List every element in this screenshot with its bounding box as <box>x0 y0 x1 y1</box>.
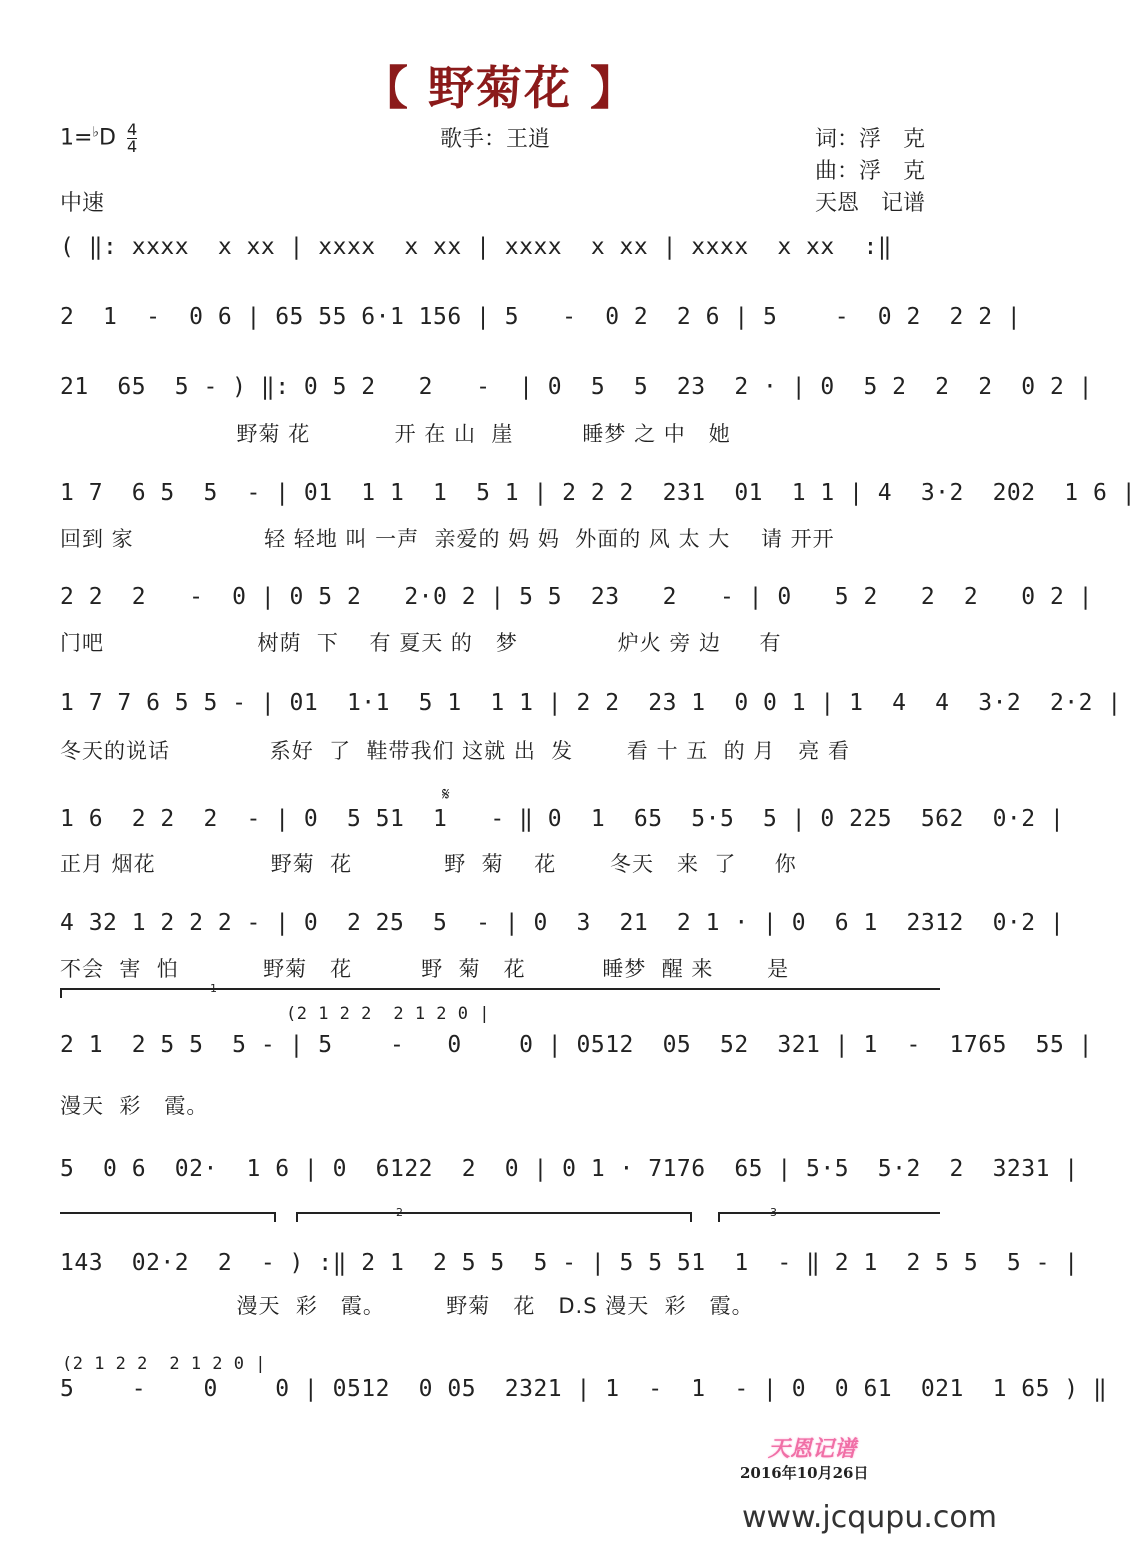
score-row-9: 2 1 2 5 5 5 - | 5 - 0 0 | 0512 05 52 321 | 1 - 1765 55 | <box>60 1032 1093 1058</box>
volta-1-end <box>274 1212 276 1222</box>
flat-icon: ♭ <box>92 124 100 141</box>
score-row-2: 2 1 - 0 6 | 65 55 6·1 156 | 5 - 0 2 2 6 | 5 - 0 2 2 2 | <box>60 304 1022 330</box>
page-title: 【 野菊花 】 <box>361 61 639 115</box>
volta-1-number: 1 <box>210 982 217 995</box>
score-row-3: 21 65 5 - ) ‖: 0 5 2 2 - | 0 5 5 23 2 · | 0 5 2 2 2 0 2 | <box>60 374 1093 400</box>
transcription-date: 2016年10月26日 <box>740 1464 869 1482</box>
ornament-row-9: (2 1 2 2 2 1 2 0 | <box>286 1004 490 1024</box>
lyric-line-11: 漫天 彩 霞。 野菊 花 D.S 漫天 彩 霞。 <box>60 1294 754 1318</box>
score-row-12: 5 - 0 0 | 0512 0 05 2321 | 1 - 1 - | 0 0 61 021 1 65 ) ‖ <box>60 1376 1108 1402</box>
volta-3-start <box>718 1212 720 1222</box>
key-prefix: 1= <box>60 125 93 151</box>
score-row-5: 2 2 2 - 0 | 0 5 2 2·0 2 | 5 5 23 2 - | 0 5 2 2 2 0 2 | <box>60 584 1093 610</box>
score-row-8: 4 32 1 2 2 2 - | 0 2 25 5 - | 0 3 21 2 1 · | 0 6 1 2312 0·2 | <box>60 910 1065 936</box>
ornament-row-12: (2 1 2 2 2 1 2 0 | <box>62 1354 266 1374</box>
lyric-line-8: 不会 害 怕 野菊 花 野 菊 花 睡梦 醒 来 是 <box>60 957 790 981</box>
time-top: 4 <box>127 120 138 139</box>
lyric-line-4: 回到 家 轻 轻地 叫 一声 亲爱的 妈 妈 外面的 风 太 大 请 开开 <box>60 527 835 551</box>
volta-2-number: 2 <box>396 1206 403 1219</box>
lyric-line-5: 门吧 树荫 下 有 夏天 的 梦 炉火 旁 边 有 <box>60 631 782 655</box>
score-row-1: ( ‖: xxxx x xx | xxxx x xx | xxxx x xx | xxxx x xx :‖ <box>60 234 893 260</box>
score-row-7: 1 6 2 2 2 - | 0 5 51 1 - ‖ 0 1 65 5·5 5 | 0 225 562 0·2 | <box>60 806 1065 832</box>
lyric-line-6: 冬天的说话 系好 了 鞋带我们 这就 出 发 看 十 五 的 月 亮 看 <box>60 739 850 763</box>
score-row-6: 1 7 7 6 5 5 - | 01 1·1 5 1 1 1 | 2 2 23 1 0 0 1 | 1 4 4 3·2 2·2 | <box>60 690 1122 716</box>
lyricist-credit: 词：浮 克 <box>815 127 926 152</box>
volta-1-start <box>60 988 62 998</box>
lyric-line-3: 野菊 花 开 在 山 崖 睡梦 之 中 她 <box>60 422 731 446</box>
singer-credit: 歌手：王逍 <box>440 127 551 152</box>
site-watermark: www.jcqupu.com <box>742 1500 997 1535</box>
score-row-4: 1 7 6 5 5 - | 01 1 1 1 5 1 | 2 2 2 231 01 1 1 | 4 3·2 202 1 6 | <box>60 480 1136 506</box>
volta-1-bracket <box>60 988 940 990</box>
lyric-line-9: 漫天 彩 霞。 <box>60 1094 209 1118</box>
volta-3-bracket <box>718 1212 940 1214</box>
composer-credit: 曲：浮 克 <box>815 159 926 184</box>
segno-icon: 𝄋 <box>442 784 450 805</box>
score-row-10: 5 0 6 02· 1 6 | 0 6122 2 0 | 0 1 · 7176 65 | 5·5 5·2 2 3231 | <box>60 1156 1079 1182</box>
volta-2-start <box>296 1212 298 1222</box>
transcriber-credit: 天恩 记谱 <box>815 191 926 216</box>
score-row-11: 143 02·2 2 - ) :‖ 2 1 2 5 5 5 - | 5 5 51 1 - ‖ 2 1 2 5 5 5 - | <box>60 1250 1079 1276</box>
volta-2-bracket <box>296 1212 692 1214</box>
volta-2-end <box>690 1212 692 1222</box>
key-signature <box>60 122 137 155</box>
transcriber-stamp: 天恩记谱 <box>768 1436 857 1462</box>
time-signature <box>127 122 137 155</box>
key-note: D <box>99 125 116 151</box>
volta-3-number: 3 <box>770 1206 777 1219</box>
time-bottom: 4 <box>127 137 138 156</box>
lyric-line-7: 正月 烟花 野菊 花 野 菊 花 冬天 来 了 你 <box>60 852 797 876</box>
tempo-marking: 中速 <box>60 191 105 216</box>
volta-1-continuation <box>60 1212 276 1214</box>
